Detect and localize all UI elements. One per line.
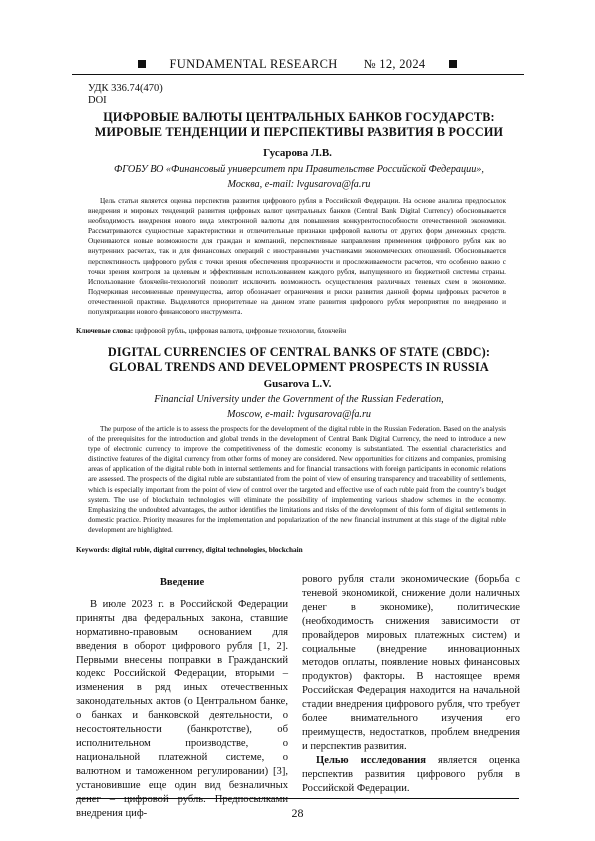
footer-rule: [76, 798, 519, 799]
goal-label: Целью исследования: [316, 754, 426, 766]
en-affiliation-line: Financial University under the Government of the Russian Federation,: [154, 394, 444, 405]
body-right-column: [302, 573, 520, 796]
intro-paragraph-cont: рового рубля стали экономические (борьба с теневой экономикой, снижение доли наличных денег в экономике), политические (необходимость снижения зависимости от провайдеров мировых платежных систем) и социальные (внедрение инновационных методов оплаты, появление новых финансовых продуктов) факторы. В настоящее время Российская Федерация находится на начальной стадии внедрения цифрового рубля, что требует более внимательного изучения его преимуществ, недостатков, проблем внедрения и перспектив развития.: [302, 574, 520, 752]
en-affiliation: [60, 393, 538, 422]
article-meta: [88, 83, 163, 107]
square-bullet-icon: [449, 60, 457, 68]
ru-abstract: Цель статьи является оценка перспектив развития цифрового рубля в Российской Федерации. На основе анализа предпосылок внедрения и мировых тенденций развития цифровых валют центральных банков (Central Bank Digital Currency) обосновывается необходимость внедрения нового вида электронной валюты для повышения конкурентоспособности отечественной экономики. Рассматриваются сущностные характеристики и отличительные признаки цифровой валюты от других форм денежных средств. Оцениваются новые возможности для граждан и компаний, перспективные направления применения цифрового рубля как во внутренних расчетах, так и для финансовых операций с иностранными участниками экономических отношений. Обосновывается перспективность цифрового рубля с точки зрения обеспечения прозрачности и прослеживаемости расчетов, что особенно важно с точки зрения контроля за целевым и эффективным использованием каждого рубля, выпущенного из бюджетной системы страны. Использование блокчейн-технологий позволит исключить возможность осуществления различных теневых схем в экономике. Подчеркивая несомненные преимущества, автор обозначает ограничения и риски развития данной формы цифровых расчетов в отечественной практике. Выделяются приоритетные на данном этапе развития цифрового рубля мероприятия по внедрению и популяризации нового финансового инструмента.: [88, 197, 506, 317]
udc-code: УДК 336.74(470): [88, 83, 163, 94]
intro-paragraph: В июле 2023 г. в Российской Федерации приняты два федеральных закона, ставшие нормативно-правовым основанием для введения в оборот цифрового рубля [1, 2]. Первыми внесены поправки в Гражданский кодекс Российской Федерации, вторыми – изменения в ряд иных отечественных законодательных актов (о Центральном банке, о банках и банковской деятельности, о несостоятельности (банкротстве), об исполнительном производстве, о национальной платежной системе, о валютном и таможенном регулировании) [3], установившие еще один вид безналичных денег – цифровой рубль. Предпосылками внедрения циф-: [76, 598, 288, 819]
ru-title-line: ЦИФРОВЫЕ ВАЛЮТЫ ЦЕНТРАЛЬНЫХ БАНКОВ ГОСУДАРСТВ:: [103, 110, 495, 124]
goal-paragraph: [302, 754, 520, 796]
ru-keywords: [76, 326, 526, 336]
en-abstract: The purpose of the article is to assess the prospects for the development of the digital ruble in the Russian Federation. Based on the analysis of the prerequisites for the introduction and global trends in the development of Central Bank Digital Currency, the need to introduce a new type of electronic currency to improve the competitiveness of the domestic economy is substantiated. The essential characteristics and distinctive features of the digital currency from other forms of money are considered. New opportunities for citizens and companies, promising areas of application of the digital ruble both in internal settlements and for financial transactions with foreign participants in economic relations are assessed. The prospects of the digital ruble are substantiated from the point of view of ensuring transparency and traceability of settlements, which is especially important from the point of view of control over the targeted and effective use of each ruble paid from the country’s budget system. The use of blockchain technologies will eliminate the possibility of implementing various shadow schemes in the economy. Emphasizing the undoubted advantages, the author identifies the limitations and risks of the development of this form of digital settlements in domestic practice. Priority measures for the implementation and popularization of the new financial instrument at this stage of the digital ruble development are highlighted.: [88, 425, 506, 534]
journal-name: FUNDAMENTAL RESEARCH: [169, 57, 338, 71]
en-title: [60, 345, 538, 375]
intro-heading: Введение: [159, 577, 205, 588]
en-author: Gusarova L.V.: [263, 378, 332, 390]
ru-affiliation-line: Москва, e-mail: lvgusarova@fa.ru: [227, 178, 371, 190]
en-affiliation-line: Moscow, e-mail: lvgusarova@fa.ru: [226, 408, 372, 420]
en-keywords-text: digital ruble, digital currency, digital technologies, blockchain: [109, 546, 303, 554]
journal-header: [0, 57, 595, 72]
ru-author: Гусарова Л.В.: [263, 147, 332, 159]
square-bullet-icon: [138, 60, 146, 68]
ru-title: [60, 110, 538, 140]
en-title-line: GLOBAL TRENDS AND DEVELOPMENT PROSPECTS IN RUSSIA: [109, 360, 489, 374]
ru-affiliation: [60, 163, 538, 192]
ru-keywords-label: Ключевые слова:: [76, 327, 134, 335]
doi-label: DOI: [88, 95, 107, 106]
en-keywords: [76, 545, 526, 555]
en-title-line: DIGITAL CURRENCIES OF CENTRAL BANKS OF STATE (CBDC):: [107, 345, 491, 359]
journal-issue: № 12, 2024: [363, 57, 426, 71]
header-rule: [72, 74, 524, 75]
ru-title-line: МИРОВЫЕ ТЕНДЕНЦИИ И ПЕРСПЕКТИВЫ РАЗВИТИЯ В РОССИИ: [94, 125, 504, 139]
ru-affiliation-line: ФГОБУ ВО «Финансовый университет при Правительстве Российской Федерации»,: [114, 164, 484, 175]
en-keywords-label: Keywords:: [76, 546, 110, 554]
body-left-column: [76, 576, 288, 820]
page-number: 28: [291, 806, 304, 820]
ru-keywords-text: цифровой рубль, цифровая валюта, цифровые технологии, блокчейн: [133, 327, 347, 335]
goal-text: является оценка перспектив развития цифрового рубля в Российской Федерации.: [302, 754, 520, 794]
